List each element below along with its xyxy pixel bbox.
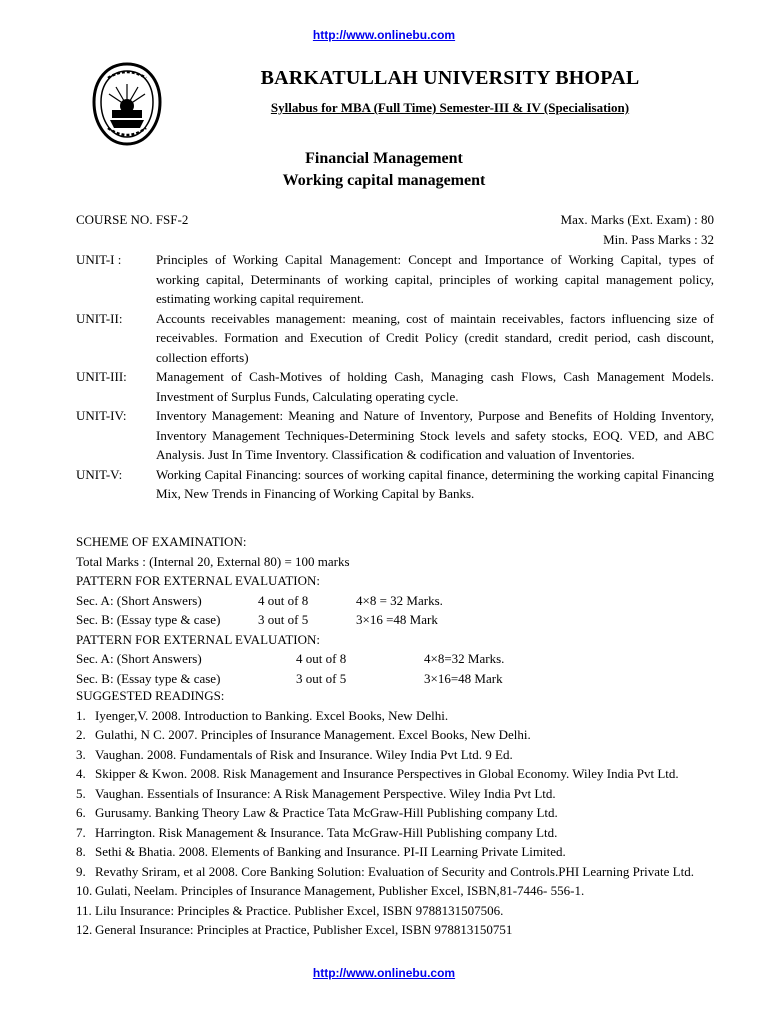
unit-row [76,367,714,406]
item-text: Sethi & Bhatia. 2008. Elements of Banking and Insurance. PI-II Learning Private Limited. [95,844,566,859]
list-item [76,842,716,862]
unit-text: Inventory Management: Meaning and Nature of Inventory, Purpose and Benefits of Holding Inventory, Inventory Management Techniques-Determining Stock levels and safety stocks, EOQ. VED, and ABC Analysis. Just In Time Inventory. Classification & codification and valuation of Inventories. [156,408,714,462]
section-marks: 3×16 =48 Mark [356,612,438,627]
item-number: 8. [76,844,86,859]
list-item [76,803,716,823]
unit-label: UNIT-II: [76,310,123,326]
section-name: Sec. B: (Essay type & case) [76,612,221,627]
item-text: Skipper & Kwon. 2008. Risk Management and Insurance Perspectives in Global Economy. Wiley India Pvt Ltd. [95,766,679,781]
section-count: 4 out of 8 [258,592,309,608]
unit-text: Working Capital Financing: sources of working capital finance, determining the working capital Financing Mix, New Trends in Financing of Working Capital by Banks. [156,466,714,501]
item-number: 3. [76,746,86,762]
list-item [76,745,716,765]
exam-scheme [76,532,716,688]
university-seal-logo [92,62,162,146]
list-item [76,881,716,901]
unit-label: UNIT-IV: [76,408,127,423]
item-text: General Insurance: Principles at Practice, Publisher Excel, ISBN 978813150751 [95,922,513,937]
item-number: 7. [76,824,86,840]
item-number: 2. [76,727,86,742]
pattern-heading: PATTERN FOR EXTERNAL EVALUATION: [76,573,320,588]
course-title [0,148,768,192]
section-marks: 4×8 = 32 Marks. [356,592,443,608]
pattern-row [76,591,716,611]
subject-heading: Financial Management [305,150,463,167]
item-text: Lilu Insurance: Principles & Practice. Publisher Excel, ISBN 9788131507506. [95,902,504,918]
item-number: 11. [76,902,92,918]
item-text: Gulathi, N C. 2007. Principles of Insurance Management. Excel Books, New Delhi. [95,727,531,742]
section-marks: 4×8=32 Marks. [424,651,505,666]
item-text: Vaughan. 2008. Fundamentals of Risk and Insurance. Wiley India Pvt Ltd. 9 Ed. [95,746,513,762]
list-item [76,764,716,784]
course-number: COURSE NO. FSF-2 [76,212,189,227]
item-text: Revathy Sriram, et al 2008. Core Banking Solution: Evaluation of Security and Controls.PHI Learning Private Ltd. [95,863,694,879]
university-title: BARKATULLAH UNIVERSITY BHOPAL [260,67,640,89]
unit-text: Management of Cash-Motives of holding Cash, Managing cash Flows, Cash Management Models. Investment of Surplus Funds, Calculating operating cycle. [156,369,714,404]
item-text: Iyenger,V. 2008. Introduction to Banking. Excel Books, New Delhi. [95,707,449,723]
unit-row [76,309,714,368]
item-number: 12. [76,922,93,937]
unit-label: UNIT-III: [76,369,127,384]
suggested-readings [76,686,716,940]
paper-heading: Working capital management [282,172,486,189]
section-count: 3 out of 5 [296,670,347,686]
pattern-row [76,610,716,630]
item-number: 5. [76,785,86,801]
max-marks: Max. Marks (Ext. Exam) : 80 [560,212,714,227]
item-text: Vaughan. Essentials of Insurance: A Risk Management Perspective. Wiley India Pvt Ltd. [95,785,556,801]
section-count: 4 out of 8 [296,651,347,666]
readings-heading: SUGGESTED READINGS: [76,688,225,703]
section-name: Sec. A: (Short Answers) [76,651,202,666]
list-item [76,784,716,804]
list-item [76,725,716,745]
total-marks: Total Marks : (Internal 20, External 80) = 100 marks [76,553,350,569]
unit-list [76,250,714,504]
unit-text: Accounts receivables management: meaning, cost of maintain receivables, factors influencing size of receivables. Formation and Execution of Credit Policy (credit standard, credit period, cash discount, collection efforts) [156,310,714,365]
item-text: Gulati, Neelam. Principles of Insurance Management, Publisher Excel, ISBN,81-7446- 556-1. [95,883,585,898]
item-number: 6. [76,805,86,820]
list-item [76,862,716,882]
list-item [76,706,716,726]
unit-label: UNIT-I : [76,252,122,267]
section-marks: 3×16=48 Mark [424,670,503,686]
unit-row [76,250,714,309]
section-name: Sec. B: (Essay type & case) [76,670,221,686]
item-number: 4. [76,766,86,781]
top-url-link[interactable]: http://www.onlinebu.com [312,28,456,42]
item-number: 10. [76,883,93,898]
syllabus-subtitle: Syllabus for MBA (Full Time) Semester-III & IV (Specialisation) [270,100,630,115]
unit-text: Principles of Working Capital Management: Concept and Importance of Working Capital, types of working capital, Determinants of working capital, principles of working capital management policy, estimating working capital requirement. [156,252,714,306]
item-text: Gurusamy. Banking Theory Law & Practice Tata McGraw-Hill Publishing company Ltd. [95,805,558,820]
list-item [76,823,716,843]
section-count: 3 out of 5 [258,612,309,627]
list-item [76,901,716,921]
section-name: Sec. A: (Short Answers) [76,592,202,608]
item-number: 9. [76,863,86,879]
unit-label: UNIT-V: [76,466,123,482]
item-text: Harrington. Risk Management & Insurance. Tata McGraw-Hill Publishing company Ltd. [95,824,558,840]
item-number: 1. [76,707,86,723]
list-item [76,920,716,940]
pattern-row [76,649,716,669]
bottom-url-link[interactable]: http://www.onlinebu.com [312,966,456,980]
min-pass-marks: Min. Pass Marks : 32 [603,232,714,247]
unit-row [76,465,714,504]
pattern-heading: PATTERN FOR EXTERNAL EVALUATION: [76,631,320,647]
exam-heading: SCHEME OF EXAMINATION: [76,534,247,549]
unit-row [76,406,714,465]
